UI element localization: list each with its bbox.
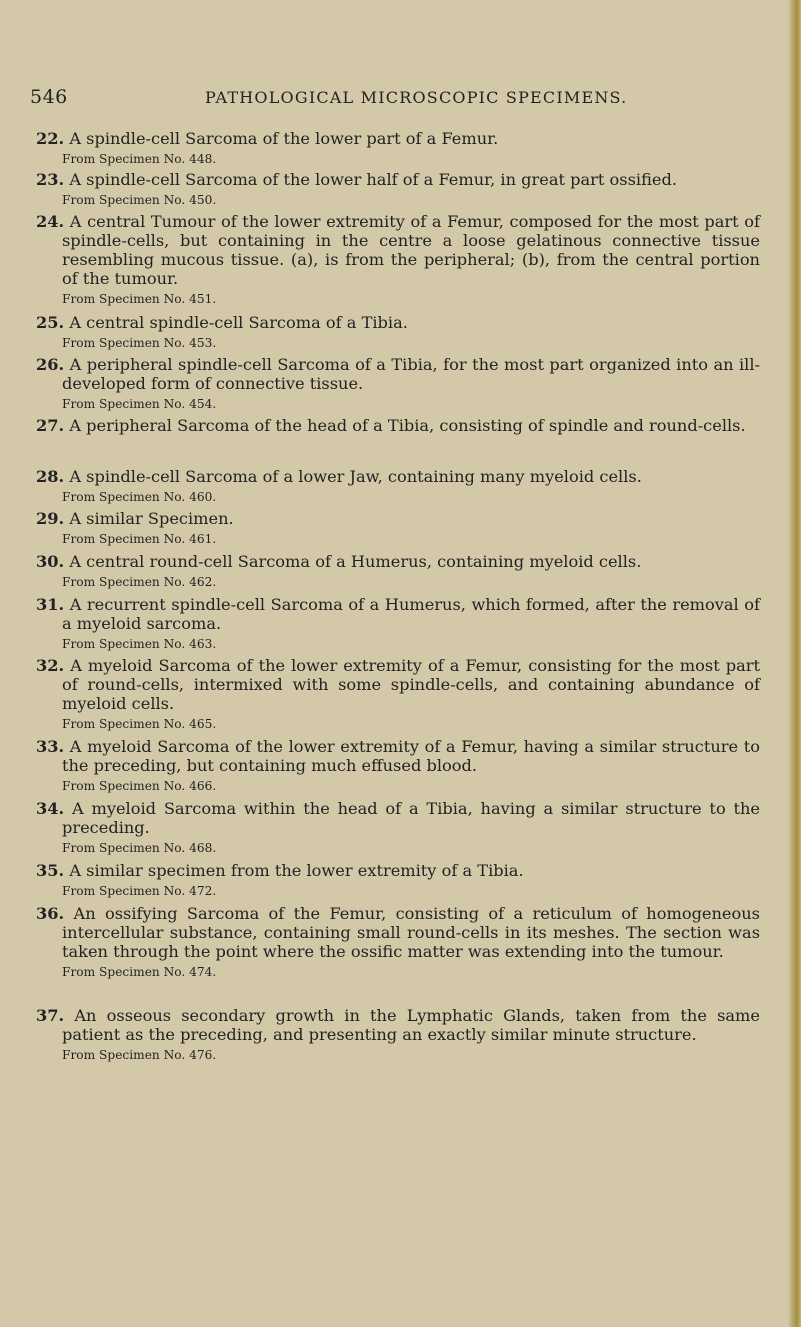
entry-description: A myeloid Sarcoma of the lower extremity of a Femur, consisting for the most part of round-cells, intermixed with some spindle-cells, and containing abundance of myeloid cells.: [62, 656, 760, 713]
entry-source: From Specimen No. 465.: [62, 717, 217, 731]
entry-description: A myeloid Sarcoma of the lower extremity of a Femur, having a similar structure to the preceding, but containing much effused blood.: [62, 737, 760, 775]
specimen-entry-29: [36, 509, 760, 547]
entry-description: An ossifying Sarcoma of the Femur, consisting of a reticulum of homogeneous intercellular substance, containing small round-cells in its meshes. The section was taken through the point where the ossific matter was extending into the tumour.: [62, 904, 760, 961]
entry-source: From Specimen No. 476.: [62, 1048, 217, 1062]
specimen-entry-25: [36, 313, 760, 351]
entry-source: From Specimen No. 462.: [62, 575, 217, 589]
page-number: 546: [30, 86, 68, 108]
entry-source: From Specimen No. 474.: [62, 965, 217, 979]
entry-source: From Specimen No. 454.: [62, 397, 217, 411]
entry-number: 33.: [36, 737, 65, 756]
specimen-entry-30: [36, 552, 760, 590]
entry-source: From Specimen No. 448.: [62, 152, 217, 166]
specimen-entry-33: [36, 737, 760, 794]
entry-number: 36.: [36, 904, 65, 923]
running-head: PATHOLOGICAL MICROSCOPIC SPECIMENS.: [205, 88, 628, 107]
entry-number: 29.: [36, 509, 65, 528]
entry-number: 31.: [36, 595, 65, 614]
entry-number: 30.: [36, 552, 65, 571]
entry-description: A central spindle-cell Sarcoma of a Tibia.: [69, 313, 408, 332]
entry-number: 35.: [36, 861, 65, 880]
entry-number: 37.: [36, 1006, 65, 1025]
entry-description: A central Tumour of the lower extremity of a Femur, composed for the most part of spindle-cells, but containing in the centre a loose gelatinous connective tissue resembling mucous tissue. (a), is from the peripheral; (b), from the central portion of the tumour.: [62, 212, 760, 288]
specimen-entry-27: [36, 416, 760, 435]
entry-source: From Specimen No. 453.: [62, 336, 217, 350]
entry-description: A similar Specimen.: [69, 509, 234, 528]
specimen-entry-36: [36, 904, 760, 980]
entry-number: 24.: [36, 212, 65, 231]
entry-source: From Specimen No. 450.: [62, 193, 217, 207]
entry-number: 27.: [36, 416, 65, 435]
entry-source: From Specimen No. 460.: [62, 490, 217, 504]
page-header: [30, 86, 750, 110]
entry-source: From Specimen No. 472.: [62, 884, 217, 898]
entry-number: 26.: [36, 355, 65, 374]
entry-description: A recurrent spindle-cell Sarcoma of a Humerus, which formed, after the removal of a myeloid sarcoma.: [62, 595, 760, 633]
entry-number: 22.: [36, 129, 65, 148]
specimen-entry-22: [36, 129, 760, 167]
entry-number: 23.: [36, 170, 65, 189]
entry-number: 25.: [36, 313, 65, 332]
entry-source: From Specimen No. 466.: [62, 779, 217, 793]
entry-number: 28.: [36, 467, 65, 486]
specimen-entry-35: [36, 861, 760, 899]
specimen-entry-34: [36, 799, 760, 856]
specimen-entry-31: [36, 595, 760, 652]
specimen-entry-28: [36, 467, 760, 505]
entry-source: From Specimen No. 461.: [62, 532, 217, 546]
entry-description: A spindle-cell Sarcoma of the lower half of a Femur, in great part ossified.: [69, 170, 677, 189]
entry-description: An osseous secondary growth in the Lymphatic Glands, taken from the same patient as the preceding, and presenting an exactly similar minute structure.: [62, 1006, 760, 1044]
entry-number: 34.: [36, 799, 65, 818]
entry-description: A spindle-cell Sarcoma of the lower part of a Femur.: [69, 129, 499, 148]
entry-source: From Specimen No. 451.: [62, 292, 217, 306]
specimen-entry-37: [36, 1006, 760, 1063]
entry-source: From Specimen No. 468.: [62, 841, 217, 855]
entry-description: A central round-cell Sarcoma of a Humerus, containing myeloid cells.: [69, 552, 642, 571]
specimen-entry-26: [36, 355, 760, 412]
page-edge: [788, 0, 801, 1327]
entry-description: A peripheral spindle-cell Sarcoma of a Tibia, for the most part organized into an ill-developed form of connective tissue.: [62, 355, 760, 393]
entry-description: A peripheral Sarcoma of the head of a Tibia, consisting of spindle and round-cells.: [69, 416, 746, 435]
entry-source: From Specimen No. 463.: [62, 637, 217, 651]
entry-description: A spindle-cell Sarcoma of a lower Jaw, containing many myeloid cells.: [69, 467, 642, 486]
specimen-entry-23: [36, 170, 760, 208]
entry-description: A similar specimen from the lower extremity of a Tibia.: [69, 861, 524, 880]
entry-number: 32.: [36, 656, 65, 675]
specimen-entry-32: [36, 656, 760, 732]
specimen-entry-24: [36, 212, 760, 307]
entry-description: A myeloid Sarcoma within the head of a Tibia, having a similar structure to the preceding.: [62, 799, 760, 837]
